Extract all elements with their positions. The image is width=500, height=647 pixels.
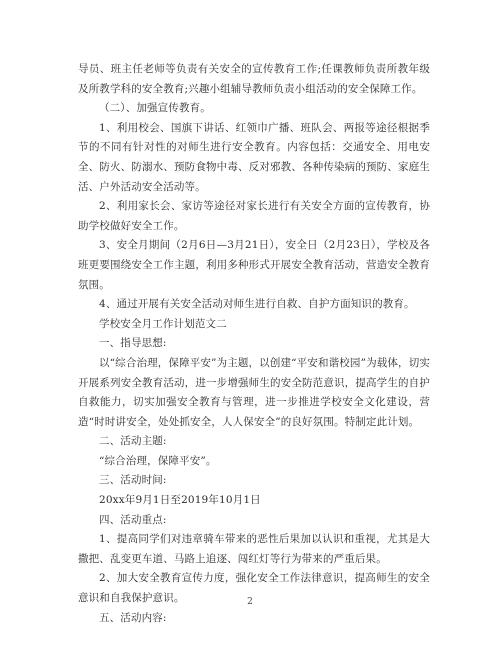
- page-number: 2: [247, 597, 253, 607]
- paragraph-item-3: 3、安全月期间（2月6日—3月21日），安全日（2月23日），学校及各班更要围绕安全工作主题，利用多种形式开展安全教育活动，营造安全教育氛围。: [78, 239, 430, 291]
- paragraph-time: 20xx年9月1日至2019年10月1日: [99, 494, 261, 507]
- paragraph-theme: “综合治理，保障平安”。: [99, 454, 217, 467]
- paragraph-guiding-thought: 以“综合治理，保障平安”为主题，以创建“平安和谐校园”为载体，切实开展系列安全教育活动，进一步增强师生的安全防范意识，提高学生的自护自救能力，切实加强安全教育与管理，进一步推进学校安全文化建设，营造“时时讲安全，处处抓安全，人人保安全”的良好氛围。特制定此计划。: [78, 356, 430, 428]
- section-heading-time: 三、活动时间:: [99, 474, 167, 487]
- section-heading-publicity: （二）、加强宣传教育。: [99, 102, 211, 115]
- paragraph-focus-1: 1、提高同学们对违章骑车带来的恶性后果加以认识和重视，尤其是大撒把、乱变更车道、马路上追逐、闯红灯等行为带来的严重后果。: [78, 533, 430, 565]
- document-subtitle: 学校安全月工作计划范文二: [99, 317, 227, 330]
- section-heading-focus: 四、活动重点:: [99, 513, 167, 526]
- paragraph-item-2: 2、利用家长会、家访等途径对家长进行有关安全方面的宣传教育，协助学校做好安全工作。: [78, 200, 430, 232]
- section-heading-theme: 二、活动主题:: [99, 435, 167, 448]
- section-heading-guiding-thought: 一、指导思想:: [99, 337, 167, 350]
- paragraph-item-4: 4、通过开展有关安全活动对师生进行自救、自护方面知识的教育。: [99, 298, 415, 311]
- section-heading-content: 五、活动内容:: [99, 611, 167, 624]
- document-body: [78, 60, 430, 628]
- paragraph-item-1: 1、利用校会、国旗下讲话、红领巾广播、班队会、两报等途径根据季节的不同有针对性的对师生进行安全教育。内容包括：交通安全、用电安全、防火、防溺水、预防食物中毒、反对邪教、各种传染病的预防、家庭生活、户外活动安全活动等。: [78, 121, 430, 193]
- paragraph-responsibilities-continued: 导员、班主任老师等负责有关安全的宣传教育工作;任课教师负责所教年级及所教学科的安全教育;兴趣小组辅导教师负责小组活动的安全保障工作。: [78, 63, 430, 95]
- paragraph-focus-2: 2、加大安全教育宣传力度，强化安全工作法律意识，提高师生的安全意识和自我保护意识。: [78, 572, 430, 605]
